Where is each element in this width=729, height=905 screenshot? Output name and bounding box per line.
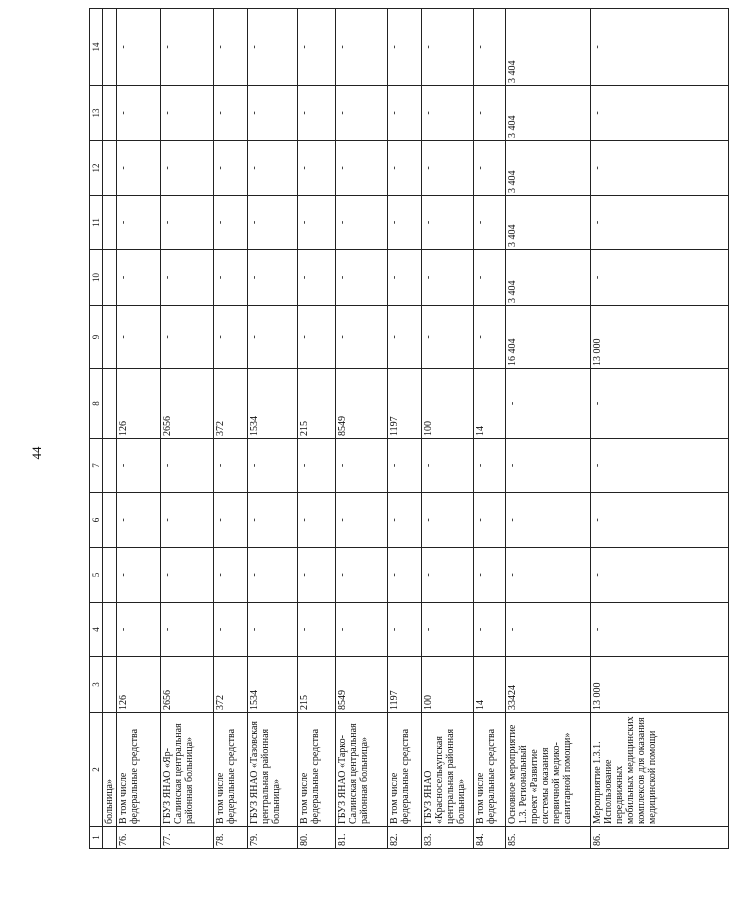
- value-cell: 215: [298, 369, 336, 439]
- column-header: 11: [90, 196, 103, 250]
- row-name: В том числе федеральные средства: [388, 713, 422, 827]
- empty-value-cell: -: [591, 141, 729, 196]
- row-name: ГБУЗ ЯНАО «Тарко-Салинская центральная районная больница»: [336, 713, 388, 827]
- column-header: 8: [90, 369, 103, 439]
- value-cell: [103, 369, 117, 439]
- column-header: 3: [90, 657, 103, 713]
- empty-value-cell: -: [214, 250, 248, 306]
- empty-value-cell: -: [591, 250, 729, 306]
- empty-value-cell: -: [117, 196, 161, 250]
- row-number: 76.: [117, 827, 161, 849]
- value-cell: 8549: [336, 369, 388, 439]
- value-cell: [103, 196, 117, 250]
- value-cell: [103, 439, 117, 493]
- empty-value-cell: -: [298, 196, 336, 250]
- empty-value-cell: -: [388, 548, 422, 603]
- value-cell: 1534: [248, 369, 298, 439]
- value-cell: 2656: [161, 657, 214, 713]
- column-header: 9: [90, 306, 103, 369]
- empty-value-cell: -: [214, 548, 248, 603]
- empty-value-cell: -: [298, 86, 336, 141]
- row-number: 81.: [336, 827, 388, 849]
- column-header: 10: [90, 250, 103, 306]
- row-number: 84.: [474, 827, 506, 849]
- empty-value-cell: -: [298, 9, 336, 86]
- empty-value-cell: -: [422, 493, 474, 548]
- column-header: 14: [90, 9, 103, 86]
- value-cell: 3 404: [506, 86, 591, 141]
- row-number: 85.: [506, 827, 591, 849]
- header-row: [90, 9, 103, 849]
- empty-value-cell: -: [214, 493, 248, 548]
- value-cell: [103, 86, 117, 141]
- empty-value-cell: -: [117, 250, 161, 306]
- value-cell: 372: [214, 657, 248, 713]
- row-number: 78.: [214, 827, 248, 849]
- empty-value-cell: -: [422, 548, 474, 603]
- table-row: [474, 9, 506, 849]
- empty-value-cell: -: [298, 250, 336, 306]
- empty-value-cell: -: [422, 603, 474, 657]
- column-header: 5: [90, 548, 103, 603]
- empty-value-cell: -: [474, 548, 506, 603]
- row-number: 79.: [248, 827, 298, 849]
- value-cell: 14: [474, 369, 506, 439]
- value-cell: 2656: [161, 369, 214, 439]
- table-row: [506, 9, 591, 849]
- empty-value-cell: -: [248, 493, 298, 548]
- value-cell: [103, 9, 117, 86]
- value-cell: [103, 141, 117, 196]
- empty-value-cell: -: [474, 603, 506, 657]
- value-cell: 8549: [336, 657, 388, 713]
- value-cell: 100: [422, 369, 474, 439]
- row-number: 77.: [161, 827, 214, 849]
- value-cell: 3 404: [506, 196, 591, 250]
- value-cell: 126: [117, 369, 161, 439]
- value-cell: 14: [474, 657, 506, 713]
- column-header: 4: [90, 603, 103, 657]
- empty-value-cell: -: [474, 250, 506, 306]
- empty-value-cell: -: [591, 548, 729, 603]
- empty-value-cell: -: [248, 196, 298, 250]
- empty-value-cell: -: [474, 196, 506, 250]
- row-name: В том числе федеральные средства: [117, 713, 161, 827]
- value-cell: [103, 250, 117, 306]
- empty-value-cell: -: [422, 306, 474, 369]
- column-header: 13: [90, 86, 103, 141]
- empty-value-cell: -: [248, 306, 298, 369]
- empty-value-cell: -: [591, 86, 729, 141]
- empty-value-cell: -: [248, 86, 298, 141]
- value-cell: 3 404: [506, 250, 591, 306]
- row-name: ГБУЗ ЯНАО «Тазовская центральная районная больница»: [248, 713, 298, 827]
- empty-value-cell: -: [474, 141, 506, 196]
- empty-value-cell: -: [117, 9, 161, 86]
- value-cell: 1197: [388, 657, 422, 713]
- row-name: Основное мероприятие 1.3. Региональный проект «Развитие системы оказания первичной медико-санитарной помощи»: [506, 713, 591, 827]
- empty-value-cell: -: [422, 86, 474, 141]
- empty-value-cell: -: [214, 9, 248, 86]
- empty-value-cell: -: [336, 493, 388, 548]
- empty-value-cell: -: [474, 306, 506, 369]
- row-name: ГБУЗ ЯНАО «Яр-Салинская центральная районная больница»: [161, 713, 214, 827]
- row-name: больница»: [103, 713, 117, 827]
- empty-value-cell: -: [506, 439, 591, 493]
- empty-value-cell: -: [298, 493, 336, 548]
- empty-value-cell: -: [336, 196, 388, 250]
- empty-value-cell: -: [474, 9, 506, 86]
- table-row: [422, 9, 474, 849]
- empty-value-cell: -: [248, 603, 298, 657]
- empty-value-cell: -: [248, 439, 298, 493]
- value-cell: [103, 493, 117, 548]
- table-row: [214, 9, 248, 849]
- table-row: [388, 9, 422, 849]
- empty-value-cell: -: [248, 250, 298, 306]
- value-cell: 126: [117, 657, 161, 713]
- empty-value-cell: -: [336, 603, 388, 657]
- empty-value-cell: -: [336, 306, 388, 369]
- empty-value-cell: -: [298, 141, 336, 196]
- row-number: 83.: [422, 827, 474, 849]
- empty-value-cell: -: [117, 439, 161, 493]
- row-number: 82.: [388, 827, 422, 849]
- empty-value-cell: -: [117, 548, 161, 603]
- empty-value-cell: -: [161, 603, 214, 657]
- value-cell: [103, 548, 117, 603]
- column-header: 7: [90, 439, 103, 493]
- budget-table-container: [89, 9, 658, 849]
- table-row: [336, 9, 388, 849]
- empty-value-cell: -: [161, 439, 214, 493]
- empty-value-cell: -: [214, 603, 248, 657]
- empty-value-cell: -: [161, 141, 214, 196]
- empty-value-cell: -: [422, 439, 474, 493]
- empty-value-cell: -: [161, 493, 214, 548]
- row-number: [103, 827, 117, 849]
- value-cell: 215: [298, 657, 336, 713]
- value-cell: 100: [422, 657, 474, 713]
- empty-value-cell: -: [388, 493, 422, 548]
- empty-value-cell: -: [214, 141, 248, 196]
- column-header: 12: [90, 141, 103, 196]
- empty-value-cell: -: [298, 603, 336, 657]
- column-header: 1: [90, 827, 103, 849]
- value-cell: 372: [214, 369, 248, 439]
- empty-value-cell: -: [506, 493, 591, 548]
- empty-value-cell: -: [117, 603, 161, 657]
- value-cell: [103, 603, 117, 657]
- empty-value-cell: -: [336, 250, 388, 306]
- value-cell: 33424: [506, 657, 591, 713]
- empty-value-cell: -: [474, 439, 506, 493]
- empty-value-cell: -: [388, 196, 422, 250]
- empty-value-cell: -: [336, 9, 388, 86]
- empty-value-cell: -: [474, 493, 506, 548]
- empty-value-cell: -: [214, 306, 248, 369]
- value-cell: 16 404: [506, 306, 591, 369]
- table-row: [298, 9, 336, 849]
- empty-value-cell: -: [474, 86, 506, 141]
- empty-value-cell: -: [161, 548, 214, 603]
- table-row: [248, 9, 298, 849]
- empty-value-cell: -: [388, 86, 422, 141]
- empty-value-cell: -: [117, 493, 161, 548]
- empty-value-cell: -: [591, 439, 729, 493]
- value-cell: [103, 657, 117, 713]
- table-row: [591, 9, 729, 849]
- budget-table: [89, 8, 729, 849]
- empty-value-cell: -: [298, 439, 336, 493]
- empty-value-cell: -: [336, 141, 388, 196]
- page-number: 44: [29, 446, 44, 460]
- empty-value-cell: -: [591, 493, 729, 548]
- empty-value-cell: -: [161, 196, 214, 250]
- empty-value-cell: -: [336, 439, 388, 493]
- empty-value-cell: -: [248, 9, 298, 86]
- column-header: 6: [90, 493, 103, 548]
- value-cell: 1534: [248, 657, 298, 713]
- empty-value-cell: -: [117, 306, 161, 369]
- empty-value-cell: -: [336, 86, 388, 141]
- empty-value-cell: -: [117, 141, 161, 196]
- row-name: В том числе федеральные средства: [214, 713, 248, 827]
- empty-value-cell: -: [422, 9, 474, 86]
- row-name: В том числе федеральные средства: [474, 713, 506, 827]
- table-row: [117, 9, 161, 849]
- empty-value-cell: -: [388, 9, 422, 86]
- row-number: 80.: [298, 827, 336, 849]
- empty-value-cell: -: [388, 603, 422, 657]
- empty-value-cell: -: [161, 9, 214, 86]
- value-cell: 3 404: [506, 9, 591, 86]
- value-cell: [103, 306, 117, 369]
- empty-value-cell: -: [161, 306, 214, 369]
- empty-value-cell: -: [388, 141, 422, 196]
- empty-value-cell: -: [161, 86, 214, 141]
- value-cell: 13 000: [591, 657, 729, 713]
- empty-value-cell: -: [336, 548, 388, 603]
- empty-value-cell: -: [591, 9, 729, 86]
- empty-value-cell: -: [506, 369, 591, 439]
- value-cell: 1197: [388, 369, 422, 439]
- value-cell: 3 404: [506, 141, 591, 196]
- empty-value-cell: -: [248, 548, 298, 603]
- empty-value-cell: -: [422, 250, 474, 306]
- empty-value-cell: -: [388, 250, 422, 306]
- empty-value-cell: -: [298, 548, 336, 603]
- empty-value-cell: -: [214, 196, 248, 250]
- table-row: [103, 9, 117, 849]
- empty-value-cell: -: [248, 141, 298, 196]
- empty-value-cell: -: [388, 306, 422, 369]
- table-row: [161, 9, 214, 849]
- empty-value-cell: -: [591, 603, 729, 657]
- empty-value-cell: -: [506, 548, 591, 603]
- row-name: В том числе федеральные средства: [298, 713, 336, 827]
- value-cell: 13 000: [591, 306, 729, 369]
- empty-value-cell: -: [591, 196, 729, 250]
- empty-value-cell: -: [117, 86, 161, 141]
- empty-value-cell: -: [214, 439, 248, 493]
- empty-value-cell: -: [422, 196, 474, 250]
- row-name: ГБУЗ ЯНАО «Красноселькупская центральная районная больница»: [422, 713, 474, 827]
- row-name: Мероприятие 1.3.1. Использование передвижных мобильных медицинских комплексов для оказания медицинской помощи: [591, 713, 729, 827]
- empty-value-cell: -: [214, 86, 248, 141]
- row-number: 86.: [591, 827, 729, 849]
- empty-value-cell: -: [422, 141, 474, 196]
- column-header: 2: [90, 713, 103, 827]
- empty-value-cell: -: [388, 439, 422, 493]
- empty-value-cell: -: [591, 369, 729, 439]
- empty-value-cell: -: [298, 306, 336, 369]
- empty-value-cell: -: [506, 603, 591, 657]
- empty-value-cell: -: [161, 250, 214, 306]
